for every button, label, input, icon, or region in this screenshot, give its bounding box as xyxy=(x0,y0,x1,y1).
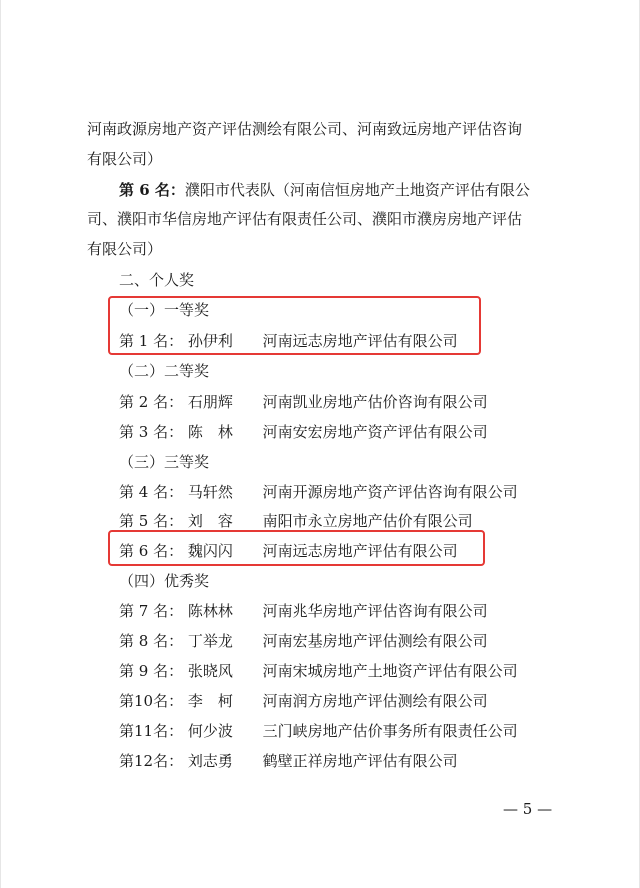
award-company: 鹤壁正祥房地产评估有限公司 xyxy=(262,752,458,770)
award-row xyxy=(119,751,458,771)
highlight-box-first-prize xyxy=(108,296,481,355)
award-rank: 第 3 名： xyxy=(119,423,184,441)
team-6-text: 濮阳市代表队（河南信恒房地产土地资产评估有限公 xyxy=(184,181,530,199)
award-name: 张晓风 xyxy=(187,662,233,680)
award-row xyxy=(119,601,488,621)
award-rank: 第 6 名： xyxy=(119,542,184,560)
award-row xyxy=(119,691,488,711)
paragraph-line: 有限公司） xyxy=(87,150,163,168)
award-row xyxy=(119,631,488,651)
award-rank: 第 2 名： xyxy=(119,393,184,411)
award-row xyxy=(119,422,488,442)
award-name: 刘 容 xyxy=(187,512,233,530)
award-rank: 第 9 名： xyxy=(119,662,184,680)
award-company: 三门峡房地产估价事务所有限责任公司 xyxy=(262,722,518,740)
award-row xyxy=(119,661,518,681)
team-6-label: 第 6 名： xyxy=(119,181,185,199)
first-prize-title: （一）一等奖 xyxy=(119,301,210,319)
award-name: 李 柯 xyxy=(187,692,233,710)
second-prize-title: （二）二等奖 xyxy=(119,362,210,380)
award-name: 马轩然 xyxy=(187,483,233,501)
paragraph-line: 司、濮阳市华信房地产评估有限责任公司、濮阳市濮房房地产评估 xyxy=(87,210,523,228)
award-name: 陈林林 xyxy=(187,602,233,620)
award-rank: 第 5 名： xyxy=(119,512,184,530)
award-rank: 第12名： xyxy=(119,752,184,770)
award-rank: 第10名： xyxy=(119,692,184,710)
excellence-prize-title: （四）优秀奖 xyxy=(119,572,210,590)
award-company: 河南兆华房地产评估咨询有限公司 xyxy=(262,602,488,620)
award-name: 陈 林 xyxy=(187,423,233,441)
award-company: 河南安宏房地产资产评估有限公司 xyxy=(262,423,488,441)
award-rank: 第 7 名： xyxy=(119,602,184,620)
paragraph-line: 有限公司） xyxy=(87,240,163,258)
team-6-line xyxy=(119,180,530,200)
award-rank: 第11名： xyxy=(119,722,184,740)
award-company: 南阳市永立房地产估价有限公司 xyxy=(262,512,473,530)
award-row xyxy=(119,511,473,531)
award-company: 河南凯业房地产估价咨询有限公司 xyxy=(262,393,488,411)
award-name: 何少波 xyxy=(187,722,233,740)
award-company: 河南润方房地产评估测绘有限公司 xyxy=(262,692,488,710)
award-name: 石朋辉 xyxy=(187,393,233,411)
award-row xyxy=(119,482,518,502)
award-rank: 第 8 名： xyxy=(119,632,184,650)
award-row xyxy=(119,392,488,412)
award-company: 河南宋城房地产土地资产评估有限公司 xyxy=(262,662,518,680)
award-company: 河南开源房地产资产评估咨询有限公司 xyxy=(262,483,518,501)
section-title: 二、个人奖 xyxy=(119,271,195,289)
award-name: 刘志勇 xyxy=(187,752,233,770)
award-company: 河南远志房地产评估有限公司 xyxy=(262,542,458,560)
highlight-box-sixth-place xyxy=(108,530,485,566)
award-row xyxy=(119,721,518,741)
award-name: 丁举龙 xyxy=(187,632,233,650)
award-name: 魏闪闪 xyxy=(187,542,233,560)
paragraph-line: 河南政源房地产资产评估测绘有限公司、河南致远房地产评估咨询 xyxy=(87,120,523,138)
award-rank: 第 4 名： xyxy=(119,483,184,501)
page-number: — 5 — xyxy=(503,800,553,818)
third-prize-title: （三）三等奖 xyxy=(119,453,210,471)
award-name: 孙伊利 xyxy=(187,332,233,350)
award-company: 河南宏基房地产评估测绘有限公司 xyxy=(262,632,488,650)
award-company: 河南远志房地产评估有限公司 xyxy=(262,332,458,350)
award-rank: 第 1 名： xyxy=(119,332,184,350)
